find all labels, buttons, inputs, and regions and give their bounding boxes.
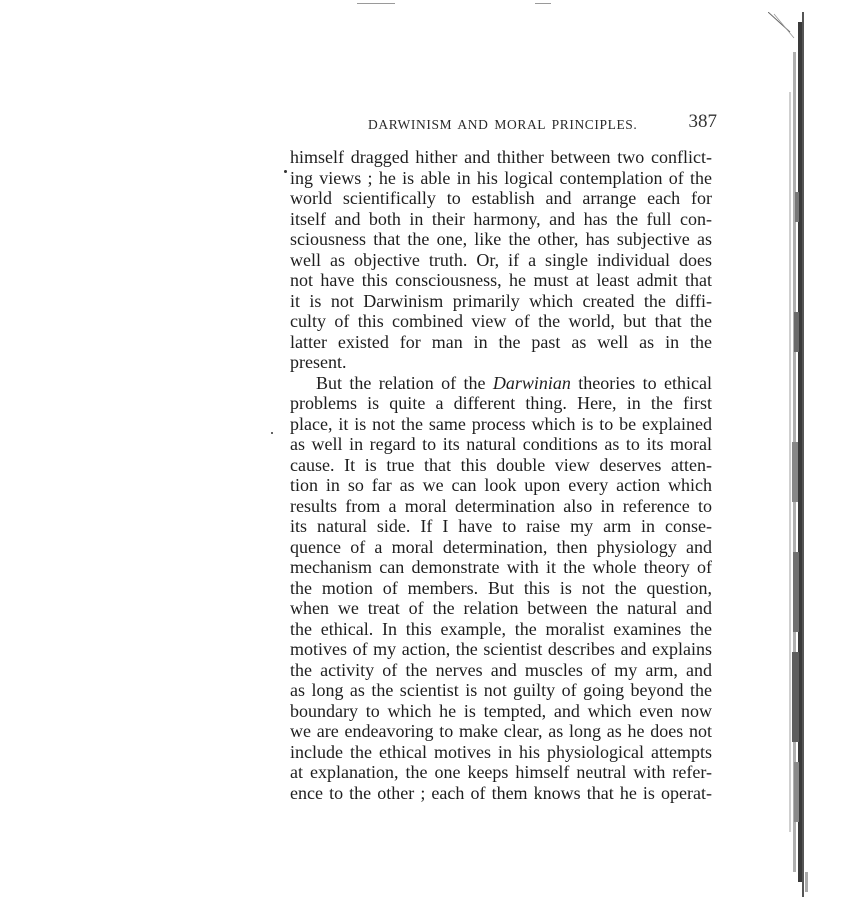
- ink-speck: [271, 432, 273, 434]
- text-line: include the ethical motives in his physiological attempts: [290, 741, 712, 762]
- text-line: problems is quite a different thing. Here, in the first: [290, 393, 712, 413]
- text-line: cause. It is true that this double view deserves atten-: [290, 454, 712, 475]
- text-line: it is not Darwinism primarily which created the diffi-: [290, 290, 712, 311]
- top-scan-mark: [535, 3, 551, 4]
- paragraph-first-line: [290, 373, 712, 394]
- text-line: latter existed for man in the past as well as in the: [290, 331, 712, 352]
- text-line: as long as the scientist is not guilty of going beyond the: [290, 680, 712, 700]
- text-line: the motion of members. But this is not the question,: [290, 577, 712, 598]
- text-line: we are endeavoring to make clear, as long as he does not: [290, 721, 712, 741]
- text-line: as well in regard to its natural conditions as to its moral: [290, 434, 712, 454]
- text-run: theories to ethical: [570, 372, 712, 393]
- text-line: present.: [290, 352, 347, 372]
- running-head-title: DARWINISM AND MORAL PRINCIPLES.: [368, 117, 638, 132]
- top-scan-mark: [357, 3, 395, 4]
- text-line: ence to the other ; each of them knows that he is operat-: [290, 782, 712, 803]
- text-line: himself dragged hither and thither between two conflict-: [290, 147, 712, 167]
- text-line: boundary to which he is tempted, and which even now: [290, 700, 712, 721]
- text-line: world scientifically to establish and arrange each for: [290, 188, 712, 208]
- text-line: culty of this combined view of the world, but that the: [290, 311, 712, 331]
- page-number: 387: [688, 111, 717, 132]
- body-text: [290, 147, 712, 803]
- text-line: well as objective truth. Or, if a single individual does: [290, 249, 712, 270]
- text-line: mechanism can demonstrate with it the whole theory of: [290, 557, 712, 577]
- text-line: itself and both in their harmony, and has the full con-: [290, 208, 712, 229]
- italic-term: Darwinian: [492, 372, 571, 393]
- running-header: [290, 113, 715, 137]
- text-line: its natural side. If I have to raise my arm in conse-: [290, 516, 712, 536]
- text-line: when we treat of the relation between the natural and: [290, 598, 712, 618]
- page-edge-binding: [768, 12, 812, 897]
- text-line: tion in so far as we can look upon every action which: [290, 475, 712, 495]
- text-line: ing views ; he is able in his logical contemplation of the: [290, 167, 712, 188]
- ink-speck: [284, 170, 287, 173]
- text-run: But the relation of the: [316, 372, 493, 393]
- text-line: motives of my action, the scientist describes and explains: [290, 639, 712, 659]
- text-line: the ethical. In this example, the moralist examines the: [290, 618, 712, 639]
- text-line: sciousness that the one, like the other, has subjective as: [290, 229, 712, 249]
- text-line: place, it is not the same process which is to be explained: [290, 413, 712, 434]
- text-line: not have this consciousness, he must at least admit that: [290, 270, 712, 290]
- text-line: quence of a moral determination, then physiology and: [290, 536, 712, 557]
- text-line: at explanation, the one keeps himself neutral with refer-: [290, 762, 712, 782]
- text-line: the activity of the nerves and muscles of my arm, and: [290, 659, 712, 680]
- text-line: results from a moral determination also in reference to: [290, 495, 712, 516]
